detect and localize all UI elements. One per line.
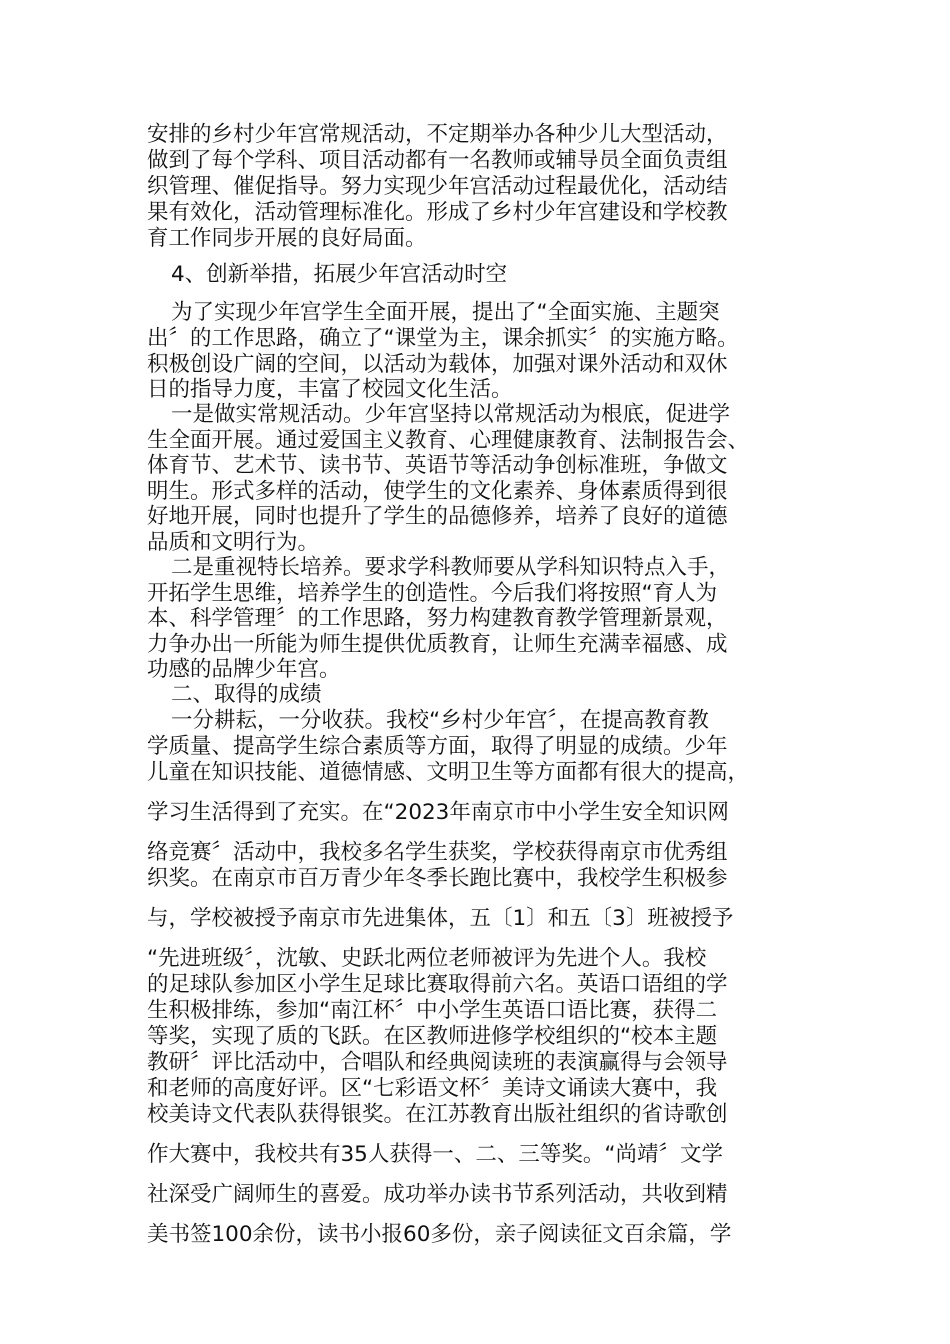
- text-line-1: 安排的乡村少年宫常规活动，不定期举办各种少儿大型活动，: [147, 122, 728, 147]
- text-line-10: 日的指导力度，丰富了校园文化生活。: [147, 377, 513, 402]
- text-line-26: 学习生活得到了充实。在“2023年南京市中小学生安全知识网: [147, 800, 729, 825]
- text-line-30: “先进班级〞，沈敏、史跃北两位老师被评为先进个人。我校: [147, 946, 707, 971]
- text-line-15: 好地开展，同时也提升了学生的品德修养，培养了良好的道德: [147, 504, 728, 529]
- text-line-28: 织奖。在南京市百万青少年冬季长跑比赛中，我校学生积极参: [147, 866, 728, 891]
- text-line-20: 力争办出一所能为师生提供优质教育，让师生充满幸福感、成: [147, 632, 728, 657]
- text-line-4: 果有效化，活动管理标准化。形成了乡村少年宫建设和学校教: [147, 200, 728, 225]
- text-line-7: 为了实现少年宫学生全面开展，提出了“全面实施、主题突: [171, 300, 720, 325]
- text-line-39: 美书签100余份，读书小报60多份，亲子阅读征文百余篇，学: [147, 1222, 732, 1247]
- text-line-16: 品质和文明行为。: [147, 530, 320, 555]
- text-line-19: 本、科学管理〞的工作思路，努力构建教育教学管理新景观，: [147, 606, 728, 631]
- text-line-5: 育工作同步开展的良好局面。: [147, 226, 427, 251]
- text-line-33: 等奖，实现了质的飞跃。在区教师进修学校组织的“校本主题: [147, 1024, 718, 1049]
- text-line-38: 社深受广阔师生的喜爱。成功举办读书节系列活动，共收到精: [147, 1182, 728, 1207]
- text-line-32: 生积极排练，参加“南江杯〞中小学生英语口语比赛，获得二: [147, 998, 718, 1023]
- text-line-17: 二是重视特长培养。要求学科教师要从学科知识特点入手，: [171, 555, 731, 580]
- text-line-18: 开拓学生思维，培养学生的创造性。今后我们将按照“育人为: [147, 581, 718, 606]
- text-line-24: 学质量、提高学生综合素质等方面，取得了明显的成绩。少年: [147, 734, 728, 759]
- text-line-14: 明生。形式多样的活动，使学生的文化素养、身体素质得到很: [147, 479, 728, 504]
- text-line-29: 与，学校被授予南京市先进集体，五〔1〕和五〔3〕班被授予: [147, 906, 734, 931]
- text-line-12: 生全面开展。通过爱国主义教育、心理健康教育、法制报告会、: [147, 428, 750, 453]
- text-line-27: 络竞赛〞活动中，我校多名学生获奖，学校获得南京市优秀组: [147, 840, 728, 865]
- text-line-8: 出〞的工作思路，确立了“课堂为主，课余抓实〞的实施方略。: [147, 326, 739, 351]
- section-heading-innovation: 4、创新举措，拓展少年宫活动时空: [171, 262, 508, 287]
- text-line-3: 织管理、催促指导。努力实现少年宫活动过程最优化，活动结: [147, 174, 728, 199]
- text-line-9: 积极创设广阔的空间，以活动为载体，加强对课外活动和双休: [147, 352, 728, 377]
- text-line-2: 做到了每个学科、项目活动都有一名教师或辅导员全面负责组: [147, 148, 728, 173]
- text-line-13: 体育节、艺术节、读书节、英语节等活动争创标准班，争做文: [147, 453, 728, 478]
- text-line-23: 一分耕耘，一分收获。我校“乡村少年宫〞，在提高教育教: [171, 708, 709, 733]
- section-heading-achievements: 二、取得的成绩: [171, 682, 322, 707]
- text-line-37: 作大赛中，我校共有35人获得一、二、三等奖。“尚靖〞文学: [147, 1142, 723, 1167]
- text-line-25: 儿童在知识技能、道德情感、文明卫生等方面都有很大的提高，: [147, 760, 750, 785]
- text-line-34: 教研〞评比活动中，合唱队和经典阅读班的表演赢得与会领导: [147, 1050, 728, 1075]
- text-line-31: 的足球队参加区小学生足球比赛取得前六名。英语口语组的学: [147, 972, 728, 997]
- text-line-35: 和老师的高度好评。区“七彩语文杯〞美诗文诵读大赛中，我: [147, 1076, 718, 1101]
- text-line-36: 校美诗文代表队获得银奖。在江苏教育出版社组织的省诗歌创: [147, 1102, 728, 1127]
- text-line-21: 功感的品牌少年宫。: [147, 657, 341, 682]
- text-line-11: 一是做实常规活动。少年宫坚持以常规活动为根底，促进学: [171, 402, 731, 427]
